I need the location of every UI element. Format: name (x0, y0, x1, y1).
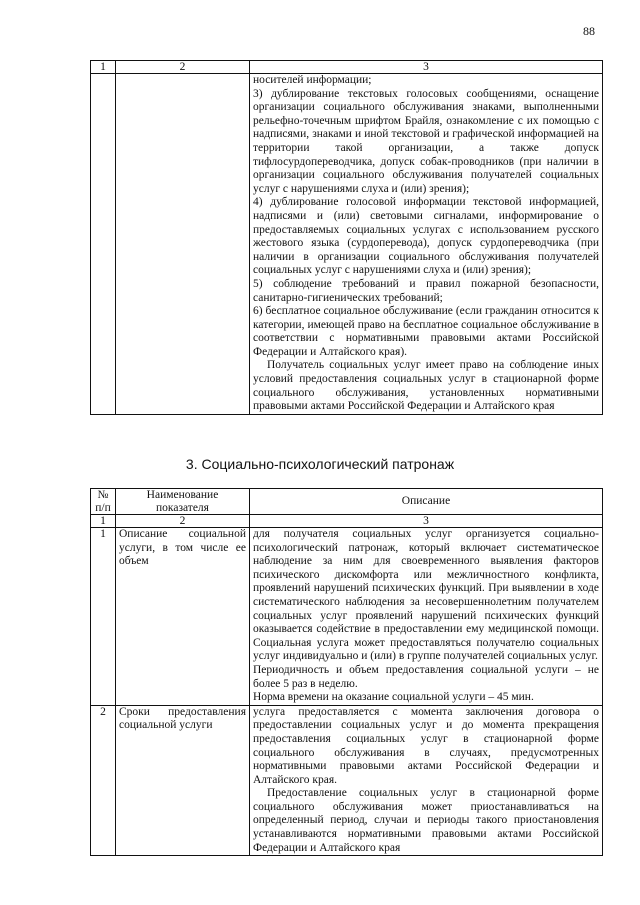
header-row (91, 489, 603, 515)
paragraph: Норма времени на оказание социальной услуги – 45 мин. (253, 691, 534, 704)
column-number-3: 3 (250, 515, 603, 528)
paragraph: 3) дублирование текстовых голосовых сообщениями, оснащение организации социального обслуживания знаками, выполненными рельефно-точечным шрифтом Брайля, ознакомление с их помощью с надписями, знаками и иной текстовой и графической информацией на территории такой организации, а также допуск тифлосурдопереводчика, допуск собак-проводников (при наличии в организации социального обслуживания получателей социальных услуг с нарушениями слуха и (или) зрения); (253, 87, 599, 195)
paragraph: носителей информации; (253, 74, 372, 86)
paragraph: Периодичность и объем предоставления социальной услуги – не более 5 раз в неделю. (253, 663, 599, 690)
paragraph: Предоставление социальных услуг в стационарной форме социального обслуживания может приостанавливаться на определенный период, случаи и периоды такого приостановления устанавливаются нормативными правовыми актами Российской Федерации и Алтайского края (253, 787, 599, 854)
continued-conditions-table (90, 60, 603, 415)
row-name-cell (116, 74, 250, 415)
table-row (91, 705, 603, 856)
row-num-cell: 2 (91, 705, 116, 856)
table-row (91, 74, 603, 415)
column-number-row (91, 515, 603, 528)
paragraph: Получатель социальных услуг имеет право на соблюдение иных условий предоставления социальных услуг в стационарной форме социального обслуживания, установленных нормативными правовыми актами Российской Федерации и Алтайского края (253, 359, 599, 413)
psychological-patronage-table (90, 488, 603, 856)
header-description: Описание (250, 489, 603, 515)
column-number-1: 1 (91, 61, 116, 74)
table-row (91, 528, 603, 706)
row-description-cell (250, 528, 603, 706)
column-number-3: 3 (250, 61, 603, 74)
column-number-2: 2 (116, 515, 250, 528)
paragraph: 4) дублирование голосовой информации текстовой информацией, надписями и (или) световыми сигналами, информирование о предоставляемых социальных услугах с использованием русского жестового языка (сурдоперевода), допуск сурдопереводчика (при наличии в организации социального обслуживания получателей социальных услуг с нарушениями слуха и (или) зрения); (253, 196, 599, 277)
paragraph: услуга предоставляется с момента заключения договора о предоставлении социальных услуг и до момента прекращения предоставления социальных услуг в стационарной форме социального обслуживания в случаях, предусмотренных нормативными правовыми актами Российской Федерации и Алтайского края. (253, 705, 599, 786)
row-description-cell (250, 705, 603, 856)
row-description-cell (250, 74, 603, 415)
paragraph: 5) соблюдение требований и правил пожарной безопасности, санитарно-гигиенических требований; (253, 277, 599, 304)
column-number-2: 2 (116, 61, 250, 74)
paragraph: 6) бесплатное социальное обслуживание (если гражданин относится к категории, имеющей право на бесплатное социальное обслуживание в соответствии с нормативными правовыми актами Российской Федерации и Алтайского края). (253, 305, 599, 358)
header-num: № п/п (91, 489, 116, 515)
row-num-cell: 1 (91, 528, 116, 706)
section-title: 3. Социально-психологический патронаж (185, 456, 455, 472)
column-number-row (91, 61, 603, 74)
row-name-cell: Описание социальной услуги, в том числе ее объем (116, 528, 250, 706)
page-number: 88 (583, 24, 595, 38)
column-number-1: 1 (91, 515, 116, 528)
row-num-cell (91, 74, 116, 415)
header-name: Наименование показателя (116, 489, 250, 515)
paragraph: для получателя социальных услуг организуется социально-психологический патронаж, который включает систематическое наблюдение за ним для своевременного выявления факторов психического дискомфорта или межличностного конфликта, проявлений нарушений психических функций. При выявлении в ходе систематического наблюдения за несовершеннолетним получателем социальных услуг проявлений нарушений психических функций оказывается содействие в предоставлении ему медицинской помощи. Социальная услуга может предоставляться получателю социальных услуг индивидуально и (или) в группе получателей социальных услуг. (253, 528, 599, 663)
row-name-cell: Сроки предоставления социальной услуги (116, 705, 250, 856)
